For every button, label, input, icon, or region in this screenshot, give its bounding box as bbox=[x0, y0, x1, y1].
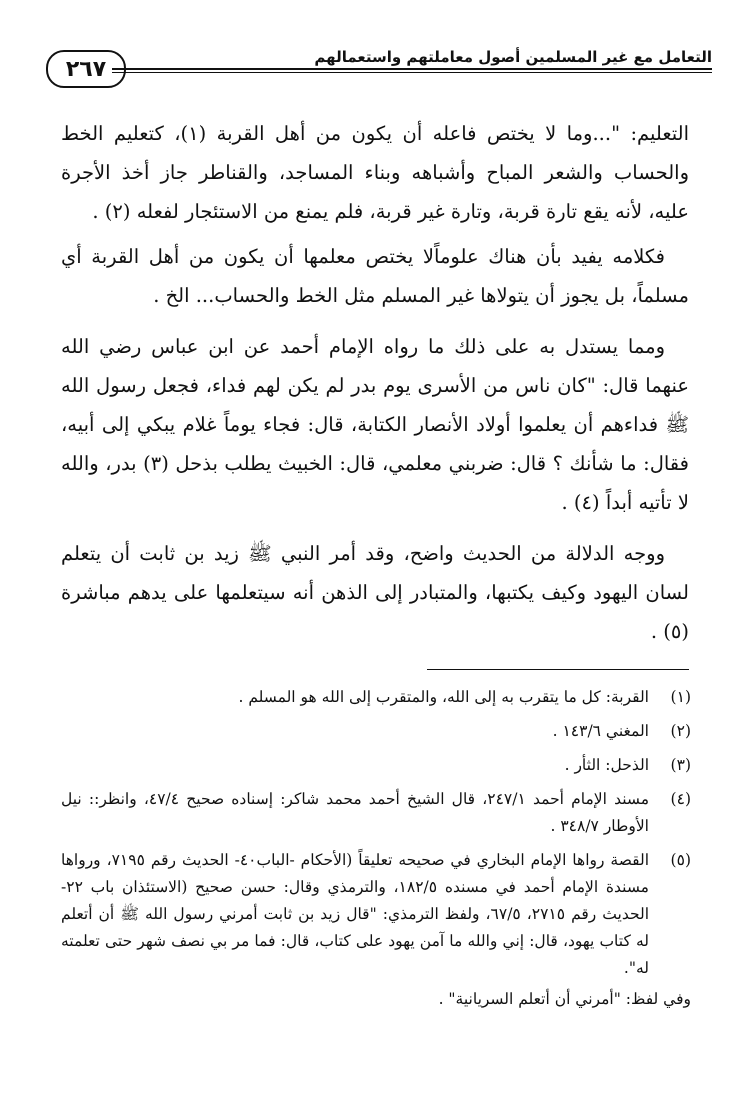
page-number: ٢٦٧ bbox=[46, 50, 126, 88]
footnote-text: الذحل: الثأر . bbox=[564, 756, 649, 774]
footnote-separator bbox=[427, 669, 689, 670]
footnote bbox=[61, 752, 691, 779]
footnotes bbox=[61, 684, 691, 1013]
footnote-number: (٣) bbox=[670, 756, 691, 774]
page-header bbox=[46, 44, 712, 90]
footnote-number: (٤) bbox=[670, 790, 691, 808]
footnote-number: (٢) bbox=[670, 722, 691, 740]
paragraph-hadith: ومما يستدل به على ذلك ما رواه الإمام أحمد عن ابن عباس رضي الله عنهما قال: "كان ناس من الأسرى يوم بدر لم يكن لهم فداء، فجعل رسول الله ﷺ فداءهم أن يعلموا أولاد الأنصار الكتابة، قال: فجاء يوماً غلام يبكي إلى أبيه، فقال: ما شأنك ؟ قال: ضربني معلمي، قال: الخبيث يطلب بذحل (٣) بدر، والله لا تأتيه أبداً (٤) . bbox=[61, 335, 689, 514]
footnote-text: مسند الإمام أحمد ٢٤٧/١، قال الشيخ أحمد محمد شاكر: إسناده صحيح ٤٧/٤، وانظر:: نيل الأوطار ٣٤٨/٧ . bbox=[61, 790, 650, 835]
paragraph-evidence: ووجه الدلالة من الحديث واضح، وقد أمر النبي ﷺ زيد بن ثابت أن يتعلم لسان اليهود وكيف يكتبها، والمتبادر إلى الذهن أنه سيتعلمها على يدهم مباشرة (٥) . bbox=[61, 542, 689, 643]
footnote bbox=[61, 786, 691, 840]
main-text bbox=[61, 114, 689, 663]
footnote-number: (٥) bbox=[670, 851, 691, 869]
running-title: التعامل مع غير المسلمين أصول معاملتهم واستعمالهم bbox=[314, 48, 712, 66]
footnote-text: المغني ١٤٣/٦ . bbox=[552, 722, 649, 740]
header-rule bbox=[112, 68, 712, 73]
footnote-number: (١) bbox=[670, 688, 691, 706]
paragraph-quote: التعليم: "...وما لا يختص فاعله أن يكون من أهل القربة (١)، كتعليم الخط والحساب والشعر المباح وأشباهه وبناء المساجد، والقناطر جاز أخذ الأجرة عليه، لأنه يقع تارة قربة، وتارة غير قربة، فلم يمنع من الاستئجار لفعله (٢) . bbox=[61, 122, 689, 223]
footnote-continuation: وفي لفظ: "أمرني أن أتعلم السريانية" . bbox=[438, 990, 691, 1008]
footnote bbox=[61, 684, 691, 711]
footnote bbox=[61, 847, 691, 982]
paragraph-commentary: فكلامه يفيد بأن هناك علوماًلا يختص معلمها أن يكون من أهل القربة أي مسلماً، بل يجوز أن يتولاها غير المسلم مثل الخط والحساب... الخ . bbox=[61, 245, 689, 307]
footnote-text: القصة رواها الإمام البخاري في صحيحه تعليقاً (الأحكام -الباب٤٠- الحديث رقم ٧١٩٥، ورواها مسندة الإمام أحمد في مسنده ١٨٢/٥، والترمذي وقال: حسن صحيح (الاستئذان باب ٢٢- الحديث رقم ٢٧١٥، ٦٧/٥، ولفظ الترمذي: "قال زيد بن ثابت أمرني رسول الله ﷺ أن أتعلم له كتاب يهود، قال: إني والله ما آمن يهود على كتاب، قال: فما مر بي نصف شهر حتى تعلمته له". bbox=[61, 851, 650, 977]
footnote-text: القربة: كل ما يتقرب به إلى الله، والمتقرب إلى الله هو المسلم . bbox=[238, 688, 649, 706]
footnote bbox=[61, 718, 691, 745]
